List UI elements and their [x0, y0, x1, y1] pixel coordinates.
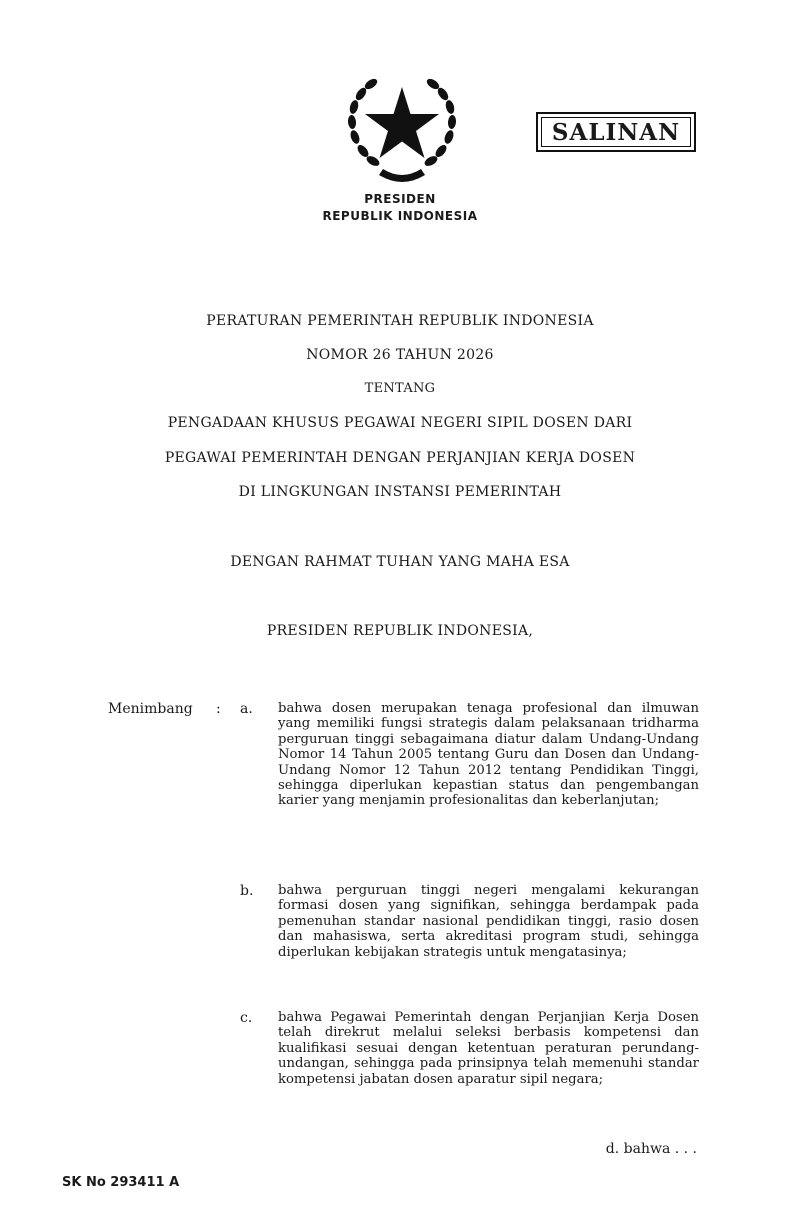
issuer-line-1: PRESIDEN	[364, 192, 436, 206]
considering-mark-b: b.	[240, 883, 254, 899]
regulation-subject-line-3: DI LINGKUNGAN INSTANSI PEMERINTAH	[238, 484, 562, 500]
regulation-title: PERATURAN PEMERINTAH REPUBLIK INDONESIA	[206, 313, 594, 329]
regulation-about: TENTANG	[364, 381, 436, 396]
invocation: DENGAN RAHMAT TUHAN YANG MAHA ESA	[230, 554, 570, 570]
issuer-line-2: REPUBLIK INDONESIA	[322, 209, 478, 223]
considering-mark-c: c.	[240, 1010, 253, 1026]
regulation-subject-line-1: PENGADAAN KHUSUS PEGAWAI NEGERI SIPIL DOSEN DARI	[167, 415, 633, 431]
salinan-stamp	[536, 112, 696, 152]
regulation-subject-line-2: PEGAWAI PEMERINTAH DENGAN PERJANJIAN KERJA DOSEN	[164, 450, 636, 466]
considering-item-a: bahwa dosen merupakan tenaga profesional dan ilmuwan yang memiliki fungsi strategis dalam pelaksanaan tridharma perguruan tinggi sebagaimana diatur dalam Undang-Undang Nomor 14 Tahun 2005 tentang Guru dan Dosen dan Undang-Undang Nomor 12 Tahun 2012 tentang Pendidikan Tinggi, sehingga diperlukan kepastian status dan pengembangan karier yang menjamin profesionalitas dan keberlanjutan;	[278, 701, 699, 809]
sk-number: SK No 293411 A	[62, 1175, 180, 1190]
page-continuation: d. bahwa . . .	[605, 1141, 697, 1157]
presidential-emblem-icon	[343, 73, 461, 183]
salinan-stamp-text: SALINAN	[551, 118, 681, 146]
considering-item-c: bahwa Pegawai Pemerintah dengan Perjanjian Kerja Dosen telah direkrut melalui seleksi berbasis kompetensi dan kualifikasi sesuai dengan ketentuan peraturan perundang-undangan, sehingga pada prinsipnya telah memenuhi standar kompetensi jabatan dosen aparatur sipil negara;	[278, 1010, 699, 1087]
regulation-number: NOMOR 26 TAHUN 2026	[306, 347, 494, 363]
considering-mark-a: a.	[240, 701, 253, 717]
president-line: PRESIDEN REPUBLIK INDONESIA,	[266, 623, 534, 639]
considering-colon: :	[216, 701, 221, 717]
considering-label: Menimbang	[108, 701, 193, 717]
considering-item-b: bahwa perguruan tinggi negeri mengalami kekurangan formasi dosen yang signifikan, sehingga berdampak pada pemenuhan standar nasional pendidikan tinggi, rasio dosen dan mahasiswa, serta akreditasi program studi, sehingga diperlukan kebijakan strategis untuk mengatasinya;	[278, 883, 699, 960]
